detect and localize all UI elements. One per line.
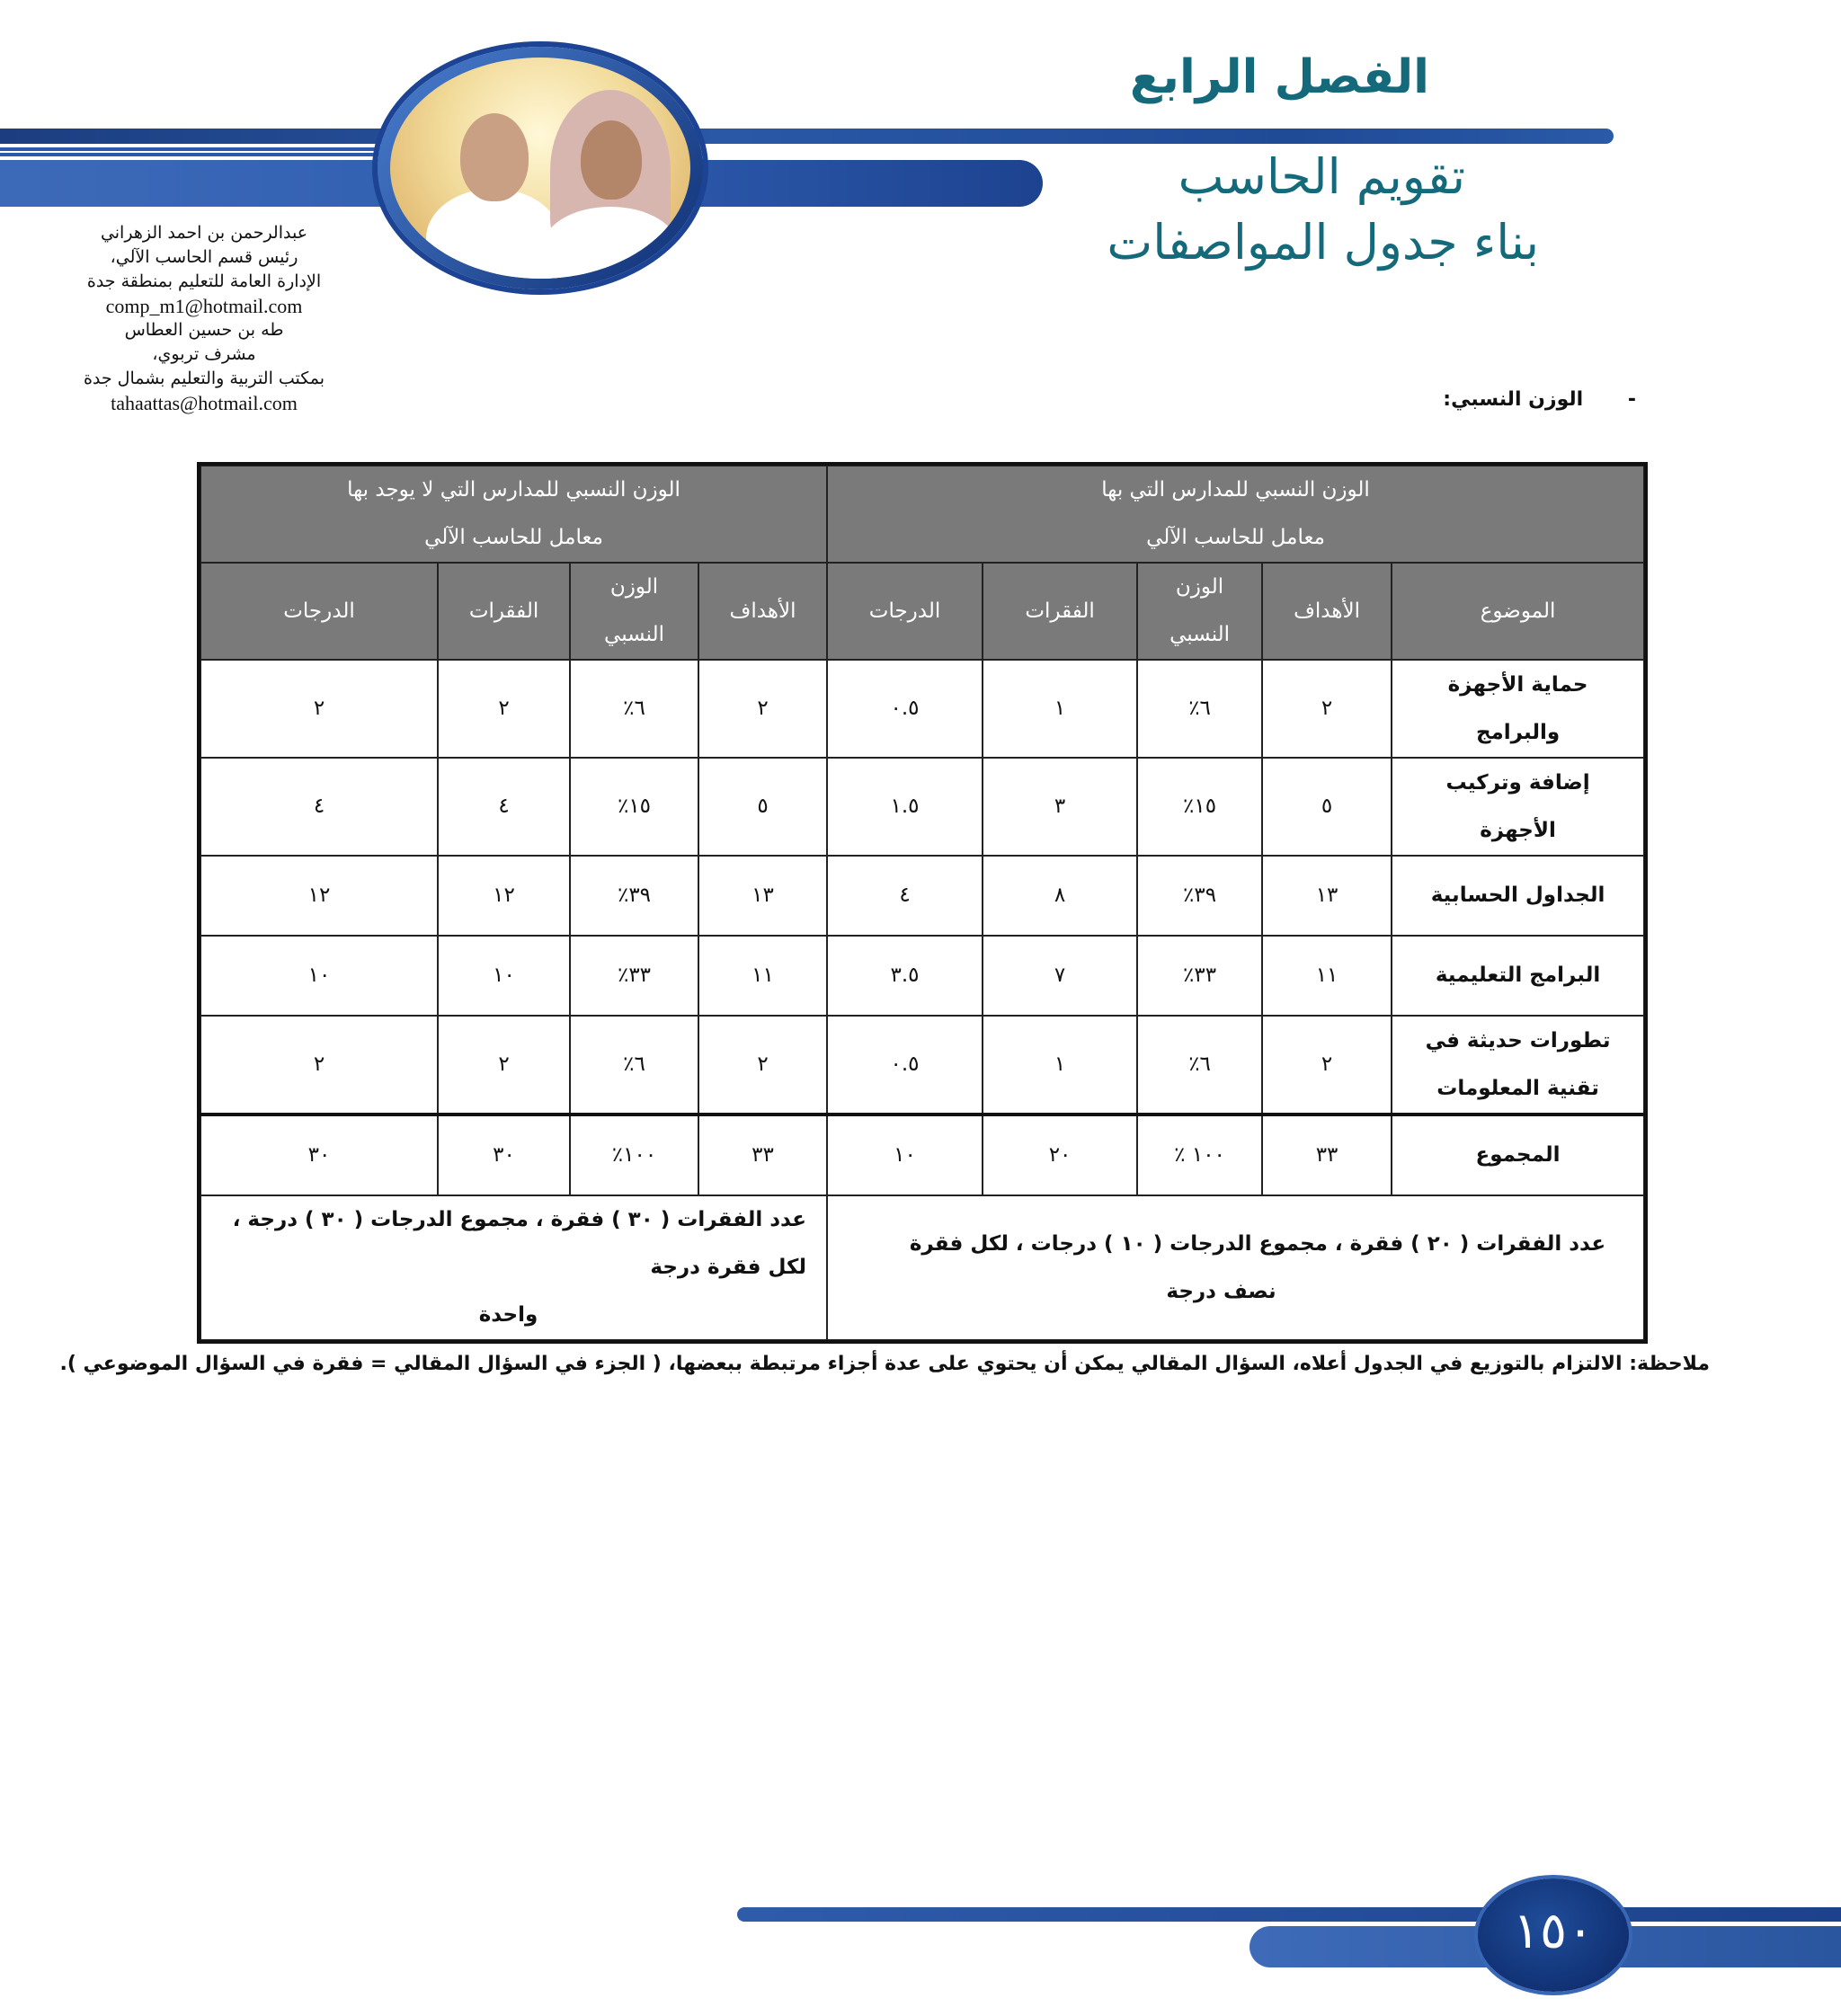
chapter-title: الفصل الرابع	[1129, 50, 1429, 104]
summary-with-labs: عدد الفقرات ( ٢٠ ) فقرة ، مجموع الدرجات ( ١٠ ) درجات ، لكل فقرة نصف درجة	[827, 1195, 1644, 1340]
cell-weight: ٦٪	[570, 1016, 698, 1115]
cell-items: ٣	[983, 758, 1137, 856]
table-row	[200, 1016, 1644, 1115]
cell-weight: ٣٣٪	[570, 936, 698, 1016]
total-label: المجموع	[1392, 1115, 1644, 1195]
section-heading	[1443, 388, 1636, 411]
group-header-without-labs: الوزن النسبي للمدارس التي لا يوجد بها معامل للحاسب الآلي	[200, 466, 827, 563]
cell-objectives: ٢	[1262, 1016, 1392, 1115]
author-department: الإدارة العامة للتعليم بمنطقة جدة	[86, 271, 322, 291]
author-name: طه بن حسين العطاس	[124, 320, 284, 340]
cell-grades: ١٠	[827, 1115, 983, 1195]
section-label: الوزن النسبي:	[1443, 388, 1584, 411]
author-department: بمكتب التربية والتعليم بشمال جدة	[83, 369, 325, 388]
cell-objectives: ١٣	[698, 856, 827, 936]
cell-weight: ٦٪	[570, 660, 698, 758]
table-row	[200, 660, 1644, 758]
column-header-objectives: الأهداف	[698, 563, 827, 660]
author-name: عبدالرحمن بن احمد الزهراني	[100, 223, 308, 243]
cell-weight: ٣٩٪	[1137, 856, 1262, 936]
subject-title: تقويم الحاسب	[1178, 148, 1465, 205]
cell-weight: ١٥٪	[570, 758, 698, 856]
cell-items: ١٢	[438, 856, 570, 936]
topic-cell: البرامج التعليمية	[1392, 936, 1644, 1016]
column-header-grades: الدرجات	[200, 563, 438, 660]
column-header-items: الفقرات	[983, 563, 1137, 660]
table-row	[200, 936, 1644, 1016]
cell-items: ٢	[438, 1016, 570, 1115]
header-bar-top	[0, 129, 1614, 144]
column-header-grades: الدرجات	[827, 563, 983, 660]
topic-cell: تطورات حديثة في تقنية المعلومات	[1392, 1016, 1644, 1115]
author-position: مشرف تربوي،	[152, 344, 256, 364]
group-header-row	[200, 466, 1644, 563]
cell-objectives: ١٣	[1262, 856, 1392, 936]
cell-weight: ١٥٪	[1137, 758, 1262, 856]
cell-grades: ٢	[200, 1016, 438, 1115]
authors-photo	[378, 47, 703, 289]
group-header-with-labs: الوزن النسبي للمدارس التي بها معامل للحاسب الآلي	[827, 466, 1644, 563]
cell-grades: ٤	[200, 758, 438, 856]
cell-weight: ٦٪	[1137, 1016, 1262, 1115]
page-number: ١٥٠	[1512, 1902, 1595, 1960]
column-header-weight: الوزن النسبي	[570, 563, 698, 660]
authors-block	[83, 221, 325, 415]
cell-grades: ١.٥	[827, 758, 983, 856]
column-header-row	[200, 563, 1644, 660]
cell-weight: ٣٣٪	[1137, 936, 1262, 1016]
cell-items: ٢	[438, 660, 570, 758]
topic-cell: الجداول الحسابية	[1392, 856, 1644, 936]
cell-objectives: ٥	[698, 758, 827, 856]
topic-cell: إضافة وتركيب الأجهزة	[1392, 758, 1644, 856]
cell-objectives: ٥	[1262, 758, 1392, 856]
page-number-badge	[1478, 1878, 1629, 1992]
cell-items: ٧	[983, 936, 1137, 1016]
specification-table	[200, 465, 1645, 1341]
author-position: رئيس قسم الحاسب الآلي،	[110, 247, 298, 267]
cell-objectives: ٣٣	[1262, 1115, 1392, 1195]
cell-items: ٤	[438, 758, 570, 856]
cell-objectives: ٢	[698, 1016, 827, 1115]
cell-items: ١٠	[438, 936, 570, 1016]
cell-weight: ١٠٠٪	[570, 1115, 698, 1195]
cell-items: ٨	[983, 856, 1137, 936]
cell-grades: ٣.٥	[827, 936, 983, 1016]
cell-weight: ٣٩٪	[570, 856, 698, 936]
summary-without-labs: عدد الفقرات ( ٣٠ ) فقرة ، مجموع الدرجات ( ٣٠ ) درجة ، لكل فقرة درجة واحدة	[200, 1195, 827, 1340]
author-email: tahaattas@hotmail.com	[111, 392, 298, 414]
topic-cell: حماية الأجهزة والبرامج	[1392, 660, 1644, 758]
topic-title: بناء جدول المواصفات	[1107, 214, 1539, 271]
cell-grades: ٢	[200, 660, 438, 758]
footnote: ملاحظة: الالتزام بالتوزيع في الجدول أعلاه، السؤال المقالي يمكن أن يحتوي على عدة أجزاء مرتبطة ببعضها، ( الجزء في السؤال المقالي = فقرة في السؤال الموضوعي ).	[59, 1353, 1710, 1375]
cell-weight: ١٠٠ ٪	[1137, 1115, 1262, 1195]
cell-weight: ٦٪	[1137, 660, 1262, 758]
column-header-topic: الموضوع	[1392, 563, 1644, 660]
cell-grades: ٠.٥	[827, 1016, 983, 1115]
table-row	[200, 856, 1644, 936]
cell-objectives: ٣٣	[698, 1115, 827, 1195]
cell-grades: ٤	[827, 856, 983, 936]
cell-items: ١	[983, 1016, 1137, 1115]
table-row	[200, 758, 1644, 856]
cell-grades: ١٠	[200, 936, 438, 1016]
cell-objectives: ٢	[1262, 660, 1392, 758]
cell-items: ١	[983, 660, 1137, 758]
cell-objectives: ٢	[698, 660, 827, 758]
cell-grades: ١٢	[200, 856, 438, 936]
section-dash: -	[1627, 388, 1636, 411]
column-header-items: الفقرات	[438, 563, 570, 660]
column-header-weight: الوزن النسبي	[1137, 563, 1262, 660]
cell-items: ٢٠	[983, 1115, 1137, 1195]
author-email: comp_m1@hotmail.com	[105, 295, 303, 317]
cell-grades: ٠.٥	[827, 660, 983, 758]
footer-bar	[737, 1907, 1841, 1922]
cell-objectives: ١١	[698, 936, 827, 1016]
summary-row	[200, 1195, 1644, 1340]
total-row	[200, 1115, 1644, 1195]
cell-items: ٣٠	[438, 1115, 570, 1195]
column-header-objectives: الأهداف	[1262, 563, 1392, 660]
cell-grades: ٣٠	[200, 1115, 438, 1195]
cell-objectives: ١١	[1262, 936, 1392, 1016]
